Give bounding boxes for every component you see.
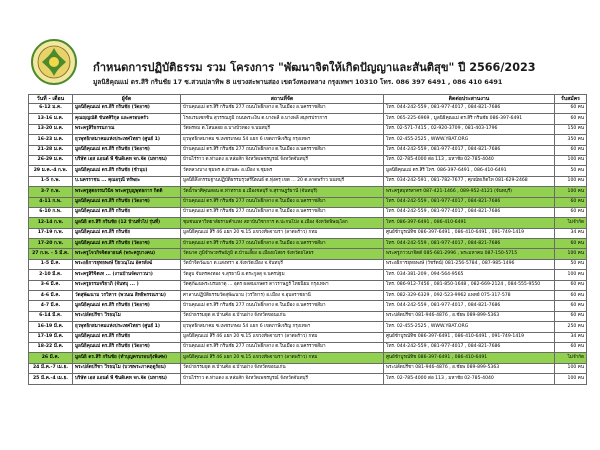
cell-contact: โทร. 044-242-559 , 081-977-4017 , 084-821-7686: [384, 239, 555, 249]
table-row: [29, 176, 587, 186]
cell-venue: มูลนิธิคุณแม่ สิริ 46 แยก 20 ซ.15 แขวงทัพจามรา (ลาดพร้าว) กทม: [181, 228, 384, 238]
cell-capacity: 100 คน: [555, 363, 587, 373]
cell-contact: โทร. 044-242-559 , 081-977-4017 , 084-821-7686: [384, 197, 555, 207]
cell-date: 17-19 มี.ค.: [29, 332, 73, 342]
cell-capacity: 60 คน: [555, 311, 587, 321]
cell-venue: ยุวพุทธิกสมาคม ซ.เพชรเกษม 54 แยก 6 เขตภาษีเจริญ กรุงเทพฯ: [181, 135, 384, 145]
table-row: [29, 228, 587, 238]
table-row: [29, 374, 587, 384]
cell-venue: บ้านไร่ราว ต.ท่าแดง อ.หล่มสัก จังหวัดเพชรบูรณ์ จังหวัดจันทบุรี: [181, 155, 384, 165]
cell-contact: พระครูสมุทรสาคร 087-421-1466 , 089-952-4121 (จันทบุรี): [384, 187, 555, 197]
cell-capacity: 60 คน: [555, 301, 587, 311]
cell-venue: บ้านคุณแม่ ดร.สิริ กรินชัย 277 ถนนโพธิ์กลาง ต.ในเมือง อ.นครราชสีมา: [181, 145, 384, 155]
cell-capacity: 34 คน: [555, 332, 587, 342]
cell-organizer: บริษัท เอส แอนด์ พี ซินดิเคท จก.จัด (มหาชน): [73, 155, 181, 165]
cell-capacity: 50 คน: [555, 166, 587, 176]
cell-venue: วัดลูบ จันทรคงทอง จ.สุรธานี อ.ตระกูลสุ จ.นครปฐม: [181, 270, 384, 280]
cell-contact: โทร. 044-242-559 , 081-977-4017 , 084-821-7686: [384, 207, 555, 217]
cell-venue: ชุมชนมหาวิทยาลัยรามคำแหง สถาบันวิชาการ ต.ปะกนโป่ง อ.เมือง จังหวัดพิษณุโลก: [181, 218, 384, 228]
cell-contact: พระอธิการยุทธพงษ์ (วัชรัตน์) 081-256-5784 , 087-985-1496: [384, 259, 555, 269]
cell-contact: โทร. 034-242-591 , 081-782-7677 , ศุภณัทเกิดไท 081-629-2468: [384, 176, 555, 186]
cell-organizer: ยุวพุทธิกสมาคมแห่งประเทศไทยฯ (ศูนย์ 1): [73, 135, 181, 145]
column-header-contact: ติดต่อประสานงาน: [384, 95, 555, 104]
page-subtitle: มูลนิธิคุณแม่ ดร.สิริ กรินชัย 17 ซ.สวนปลาทิพ 8 แขวงสะพานสอง เขตวังทองหลาง กรุงเทพฯ 10310 โทร. 086 397 6491 , 086 410 6491: [93, 78, 503, 86]
cell-capacity: 60 คน: [555, 342, 587, 352]
cell-contact: ศูนย์ข้าบูรณ์ทิช 086-397-6491 , 086-410-6491: [384, 353, 555, 363]
table-row: [29, 332, 587, 342]
cell-date: 3-6 มี.ค.: [29, 280, 73, 290]
cell-capacity: 100 คน: [555, 187, 587, 197]
cell-date: 18-22 มี.ค.: [29, 342, 73, 352]
cell-contact: โทร. 086-397-6491 , 086-410-6491: [384, 218, 555, 228]
table-row: [29, 301, 587, 311]
cell-contact: มูลนิธิคุณแม่ ดร.สิริ โทร. 086-397-6491 , 086-410-6491: [384, 166, 555, 176]
cell-venue: วัดศุภัฒนพระบรมธาตุ ... อุดร ผลสมเกษตร ดาวราษฎร์ ไทยนิยม กรุงเทพฯ: [181, 280, 384, 290]
cell-organizer: มูลนิธิคุณแม่ ดร.สิริ กรินชัย (วัดอาซ): [73, 239, 181, 249]
cell-venue: วัดหลวงบาง ชุมพร ต.ย่านสะ อ.เมือง จ.ชุมพร: [181, 166, 384, 176]
cell-contact: โทร. 044-242-559 , 081-977-4017 , 084-821-7686: [384, 342, 555, 352]
cell-capacity: 60 คน: [555, 145, 587, 155]
cell-venue: บ้านคุณแม่ ดร.สิริ กรินชัย 277 ถนนโพธิ์กลาง ต.ในเมือง อ.นครราชสีมา: [181, 207, 384, 217]
table-row: [29, 145, 587, 155]
cell-contact: โทร. 02-455-2525 , WWW.YBAT.ORG: [384, 322, 555, 332]
cell-organizer: มูลนิธิคุณแม่ ดร.สิริ กรินชัย: [73, 332, 181, 342]
cell-contact: โทร. 034-381-209 , 094-564-9565: [384, 270, 555, 280]
cell-venue: บ้านคุณแม่ ดร.สิริ กรินชัย 277 ถนนโพธิ์กลาง ต.ในเมือง อ.นครราชสีมา: [181, 342, 384, 352]
cell-date: 16-19 มี.ค.: [29, 322, 73, 332]
table-row: [29, 249, 587, 259]
table-row: [29, 187, 587, 197]
cell-date: 26-29 ม.ค.: [29, 155, 73, 165]
cell-venue: มูลนิธิคุณแม่ สิริ 46 แยก 20 ซ.15 แขวงทัพจามรา (ลาดพร้าว) กทม: [181, 332, 384, 342]
table-row: [29, 197, 587, 207]
table-row: [29, 114, 587, 124]
table-header-row: [29, 95, 587, 104]
table-row: [29, 207, 587, 217]
cell-venue: วัดป่าธรรมยุต ต.บ้านค้อ อ.บ้านฝาง จังหวัดขอนแก่น: [181, 311, 384, 321]
cell-organizer: พระปลัดปรีชา วีรธมฺโม (บวชพระภาคฤดูร้อน): [73, 363, 181, 373]
cell-contact: โทร. 044-242-559 , 081-977-4017 , 084-821-7686: [384, 145, 555, 155]
cell-organizer: มูลนิธิคุณแม่ ดร.สิริ กรินชัย (วัดอาซ): [73, 197, 181, 207]
cell-organizer: บ.นครราชน ... คุณอรุณี ทรัพยะ: [73, 176, 181, 186]
cell-venue: บ้านคุณแม่ ดร.สิริ กรินชัย 277 ถนนโพธิ์กลาง ต.ในเมือง อ.นครราชสีมา: [181, 239, 384, 249]
table-body: [29, 104, 587, 385]
cell-organizer: พระครูโจวกิจจิตลาธนค์ (พระครูบางคน): [73, 249, 181, 259]
cell-venue: บ้านคุณแม่ ดร.สิริ กรินชัย 277 ถนนโพธิ์กลาง ต.ในเมือง อ.นครราชสีมา: [181, 301, 384, 311]
cell-organizer: พระครูสุตธรรมวินิจ พระครูบุญพุทธการ กิตติ: [73, 187, 181, 197]
cell-date: 17-20 ก.พ.: [29, 239, 73, 249]
cell-capacity: 60 คน: [555, 207, 587, 217]
table-row: [29, 124, 587, 134]
cell-venue: วัดน้ำพาศิคุณสอน ต.ท่าทราย อ.เมืองชลบุรี จ.สุราษฎร์ธานี (จันทบุรี): [181, 187, 384, 197]
column-header-venue: สถานที่จัด: [181, 95, 384, 104]
cell-date: 27 ก.พ. - 5 มี.ค.: [29, 249, 73, 259]
cell-contact: ศูนย์ข้าบูรณ์ทิช 086-397-6491 , 086-410-6491 , 091-749-1419: [384, 228, 555, 238]
cell-venue: มูลนิธิคุณแม่ สิริ 46 แยก 20 ซ.15 แขวงทัพจามรา (ลาดพร้าว) กทม: [181, 353, 384, 363]
cell-contact: โทร. 082-329-6329 , 092-523-9962 แพทย์ 075-317-578: [384, 291, 555, 301]
cell-venue: ยุวพุทธิกสมาคม ซ.เพชรเกษม 54 แยก 6 เขตภาษีเจริญ กรุงเทพฯ: [181, 322, 384, 332]
cell-organizer: มูลนิธิคุณแม่ ดร.สิริ กรินชัย (วัดอาซ): [73, 104, 181, 114]
cell-capacity: 60 คน: [555, 197, 587, 207]
page-header: [0, 0, 600, 92]
cell-contact: พระปลัดปรีชา 081-946-4876 , อ.ชัยพ 089-899-5363: [384, 311, 555, 321]
cell-date: 17-19 ก.พ.: [29, 228, 73, 238]
schedule-table: [28, 94, 587, 385]
cell-contact: โทร. 02-455-2525 , WWW.YBAT.ORG: [384, 135, 555, 145]
cell-date: 26 มี.ค.: [29, 353, 73, 363]
cell-organizer: มูลนิธิ ดร.สิริ กรินชัย (12 บ้านทั่วไป รุ่นที่): [73, 218, 181, 228]
cell-venue: โรงแรมเซกซิน สุวรรณภูมิ ถนนพระเงิน ต.บางพลี อ.บางพลี สมุทรปราการ: [181, 114, 384, 124]
cell-capacity: 60 คน: [555, 239, 587, 249]
cell-organizer: พระครูสิริธรรมภาณ: [73, 124, 181, 134]
table-row: [29, 322, 587, 332]
cell-date: 29 ม.ค.-4 ก.พ.: [29, 166, 73, 176]
cell-capacity: 60 คน: [555, 114, 587, 124]
cell-date: 1-5 ก.พ.: [29, 176, 73, 186]
cell-contact: โทร. 044-242-559 , 081-977-4017 , 084-821-7686: [384, 301, 555, 311]
table-row: [29, 166, 587, 176]
cell-organizer: มูลนิธิคุณแม่ ดร.สิริ กรินชัย (วัดอาซ): [73, 145, 181, 155]
cell-capacity: 34 คน: [555, 228, 587, 238]
cell-date: 21-28 ม.ค.: [29, 145, 73, 155]
cell-date: 6-14 มี.ค.: [29, 311, 73, 321]
cell-capacity: 100 คน: [555, 176, 587, 186]
cell-organizer: มูลนิธิ ดร.สิริ กรินชัย (ทำบุญครบรอบกุ้งพิเศษ): [73, 353, 181, 363]
cell-capacity: 350 คน: [555, 135, 587, 145]
table-row: [29, 363, 587, 373]
foundation-logo-icon: [30, 38, 78, 86]
cell-date: 13-16 ม.ค.: [29, 114, 73, 124]
cell-date: 1-5 มี.ค.: [29, 259, 73, 269]
cell-contact: โทร. 02-785-4000 ต่อ 113 , มหาชัย 02-785-4040: [384, 155, 555, 165]
table-row: [29, 239, 587, 249]
cell-contact: ศูนย์ข้าบูรณ์ทิช 086-397-6491 , 086-410-6491 , 091-749-1419: [384, 332, 555, 342]
cell-date: 12-14 ก.พ.: [29, 218, 73, 228]
cell-venue: บ้านคุณแม่ ดร.สิริ กรินชัย 277 ถนนโพธิ์กลาง ต.ในเมือง อ.นครราชสีมา: [181, 104, 384, 114]
table-row: [29, 104, 587, 114]
cell-organizer: พระครูสิริจิตเท ... (งานบ้านจัดภาวนา): [73, 270, 181, 280]
cell-contact: พระปลัดปรีชา 081-946-4876 , อ.ชัยพ 089-899-5363: [384, 363, 555, 373]
cell-venue: ศาลานปฏิบัติธรรมวัดสุพัฒนาม (วรวิหาร) อ.เมือง จ.อุบลราชธานี: [181, 291, 384, 301]
cell-capacity: 150 คน: [555, 124, 587, 134]
cell-capacity: 60 คน: [555, 280, 587, 290]
cell-date: 24 มี.ค.-7 เม.ย.: [29, 363, 73, 373]
cell-organizer: มูลนิธิคุณแม่ ดร.สิริ กรินชัย (วัดอาซ): [73, 342, 181, 352]
cell-venue: บ้านคุณแม่ ดร.สิริ กรินชัย 277 ถนนโพธิ์กลาง ต.ในเมือง อ.นครราชสีมา: [181, 197, 384, 207]
cell-date: 4-7 มี.ค.: [29, 301, 73, 311]
cell-organizer: พระปลัดปรีชา วีรธมฺโม: [73, 311, 181, 321]
table-row: [29, 218, 587, 228]
cell-organizer: คุณญฺญณัติ ขันทศิริกุล และครอบครัว: [73, 114, 181, 124]
cell-venue: วัดนาค ภูมิจำพวทรัพย์ภูมิ ต.บ้านเลี้ยง อ.เมืองยโสธร จังหวัดยโสธร: [181, 249, 384, 259]
cell-organizer: ยุวพุทธิกสมาคมแห่งประเทศไทยฯ (ศูนย์ 1): [73, 322, 181, 332]
cell-capacity: 60 คน: [555, 291, 587, 301]
cell-capacity: 250 คน: [555, 322, 587, 332]
cell-date: 16-23 ม.ค.: [29, 135, 73, 145]
cell-date: 13-20 ม.ค.: [29, 124, 73, 134]
cell-contact: พระครูภาวนาจิตต์ 085-681-2996 , พระมหาคม 087-150-5715: [384, 249, 555, 259]
cell-organizer: พระครูธรรมจริยาภิ (จันทบุ ... ): [73, 280, 181, 290]
cell-contact: โทร. 086-912-7456 , 081-850-1648 , 082-669-2124 , 084-555-9550: [384, 280, 555, 290]
table-row: [29, 270, 587, 280]
cell-capacity: ไม่จำกัด: [555, 353, 587, 363]
cell-contact: โทร. 02-785-4000 ต่อ 113 , มหาชัย 02-785-4040: [384, 374, 555, 384]
cell-venue: มูลนิธิลึ่งกรรมฐานปฏิบัติธรรมรุวสรีนิพนธ์ ต.ทุ่งครุ เขต ... 20 ต.ลาดพร้าว นนทบุรี: [181, 176, 384, 186]
cell-capacity: 100 คน: [555, 270, 587, 280]
table-row: [29, 155, 587, 165]
cell-organizer: พระอธิการยุทธพงษ์ ปิยวณฺโณ อัครสังฆ์: [73, 259, 181, 269]
cell-capacity: 60 คน: [555, 104, 587, 114]
column-header-date: วันที่ - เดือน: [29, 95, 73, 104]
cell-capacity: 50 คน: [555, 259, 587, 269]
table-row: [29, 135, 587, 145]
cell-venue: วัดป่าธรรมยุต ต.บ้านค้อ อ.บ้านฝาง จังหวัดขอนแก่น: [181, 363, 384, 373]
cell-contact: โทร. 02-571-7415 , 02-920-3709 , 081-403-1796: [384, 124, 555, 134]
cell-capacity: 100 คน: [555, 374, 587, 384]
cell-date: 2-10 มี.ค.: [29, 270, 73, 280]
cell-venue: วัดพรหม ต.โสนลอย อ.บางบัวทอง จ.นนทบุรี: [181, 124, 384, 134]
cell-contact: โทร. 065-225-6969 , มูลนิธิคุณแม่ ดร.สิริ กรินชัย 086-397-6491: [384, 114, 555, 124]
cell-organizer: มูลนิธิคุณแม่ ดร.สิริ กรินชัย: [73, 228, 181, 238]
cell-organizer: บริษัท เอส แอนด์ พี ซินดิเคท จก.จัด (มหาชน): [73, 374, 181, 384]
cell-venue: บ้านไร่ราว ต.ท่าแดง อ.หล่มสัก จังหวัดเพชรบูรณ์ จังหวัดจันทบุรี: [181, 374, 384, 384]
table-row: [29, 353, 587, 363]
cell-organizer: มูลนิธิคุณแม่ ดร.สิริ กรินชัย: [73, 207, 181, 217]
cell-date: 4-11 ก.พ.: [29, 197, 73, 207]
cell-organizer: วัดสุพัฒนาม วรวิหาร (พวนณ สิทธิพรรณราม): [73, 291, 181, 301]
cell-capacity: 100 คน: [555, 249, 587, 259]
page-title: กำหนดการปฏิบัติธรรม รวม โครงการ "พัฒนาจิตให้เกิดปัญญาและสันติสุข" ปี 2566/2023: [93, 61, 536, 74]
cell-date: 25 มี.ค.-4 เม.ย.: [29, 374, 73, 384]
table-row: [29, 342, 587, 352]
cell-capacity: 100 คน: [555, 155, 587, 165]
table-row: [29, 291, 587, 301]
cell-date: 6-10 ก.พ.: [29, 207, 73, 217]
column-header-capacity: รับสมัคร: [555, 95, 587, 104]
cell-venue: วัดปำจิตวัฒนา ต.แสงทรา อ.จังหวัดเมือง จ.จันทบุรี: [181, 259, 384, 269]
cell-capacity: ไม่จำกัด: [555, 218, 587, 228]
cell-organizer: มูลนิธิคุณแม่ ดร.สิริ กรินชัย (วัดอาซ): [73, 301, 181, 311]
table-row: [29, 280, 587, 290]
cell-date: 3-7 ก.พ.: [29, 187, 73, 197]
table-row: [29, 311, 587, 321]
column-header-organizer: ผู้จัด: [73, 95, 181, 104]
cell-organizer: มูลนิธิคุณแม่ ดร.สิริ กรินชัย (ชำนุบ): [73, 166, 181, 176]
cell-date: 6-12 ม.ค.: [29, 104, 73, 114]
cell-date: 4-6 มี.ค.: [29, 291, 73, 301]
cell-contact: โทร. 044-242-559 , 081-977-4017 , 084-821-7686: [384, 104, 555, 114]
table-row: [29, 259, 587, 269]
